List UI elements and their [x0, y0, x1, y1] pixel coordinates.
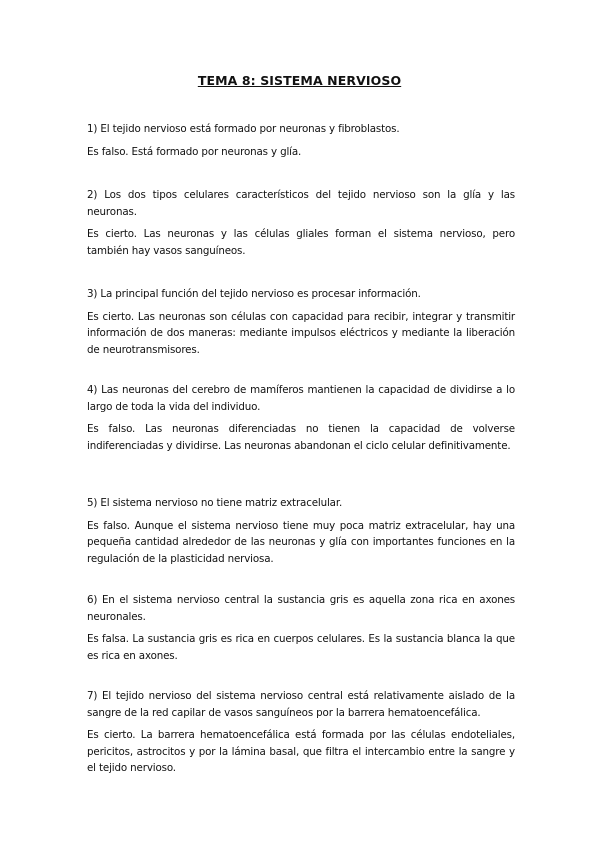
question-5: 5) El sistema nervioso no tiene matriz extracelular. [87, 497, 343, 509]
answer-6: Es falsa. La sustancia gris es rica en cuerpos celulares. Es la sustancia blanca la que es rica en axones. [87, 633, 515, 662]
answer-7: Es cierto. La barrera hematoencefálica está formada por las células endoteliales, pericitos, astrocitos y por la lámina basal, que filtra el intercambio entre la sangre y el tejido nervioso. [87, 729, 515, 774]
question-6: 6) En el sistema nervioso central la sustancia gris es aquella zona rica en axones neuronales. [87, 594, 515, 623]
question-block-2 [87, 187, 515, 259]
question-block-1 [87, 121, 515, 160]
question-1: 1) El tejido nervioso está formado por neuronas y fibroblastos. [87, 123, 400, 135]
question-7: 7) El tejido nervioso del sistema nervioso central está relativamente aislado de la sangre de la red capilar de vasos sanguíneos por la barrera hematoencefálica. [87, 690, 515, 719]
question-3: 3) La principal función del tejido nervioso es procesar información. [87, 288, 421, 300]
question-block-6 [87, 592, 515, 664]
question-block-4 [87, 382, 515, 454]
answer-3: Es cierto. Las neuronas son células con capacidad para recibir, integrar y transmitir información de dos maneras: mediante impulsos eléctricos y mediante la liberación de neurotransmisores. [87, 310, 515, 356]
answer-4: Es falso. Las neuronas diferenciadas no tienen la capacidad de volverse indiferenciadas y dividirse. Las neuronas abandonan el ciclo celular definitivamente. [87, 423, 515, 452]
question-2: 2) Los dos tipos celulares característicos del tejido nervioso son la glía y las neuronas. [87, 189, 515, 218]
question-4: 4) Las neuronas del cerebro de mamíferos mantienen la capacidad de dividirse a lo largo de toda la vida del individuo. [87, 384, 515, 413]
question-block-7 [87, 688, 515, 777]
answer-1: Es falso. Está formado por neuronas y glía. [87, 145, 302, 158]
answer-2: Es cierto. Las neuronas y las células gliales forman el sistema nervioso, pero también hay vasos sanguíneos. [87, 228, 515, 257]
answer-5: Es falso. Aunque el sistema nervioso tiene muy poca matriz extracelular, hay una pequeña cantidad alrededor de las neuronas y glía con importantes funciones en la regulación de la plasticidad nerviosa. [87, 519, 515, 565]
question-block-5 [87, 495, 515, 567]
question-block-3 [87, 286, 515, 358]
page-title: TEMA 8: SISTEMA NERVIOSO [197, 73, 402, 88]
